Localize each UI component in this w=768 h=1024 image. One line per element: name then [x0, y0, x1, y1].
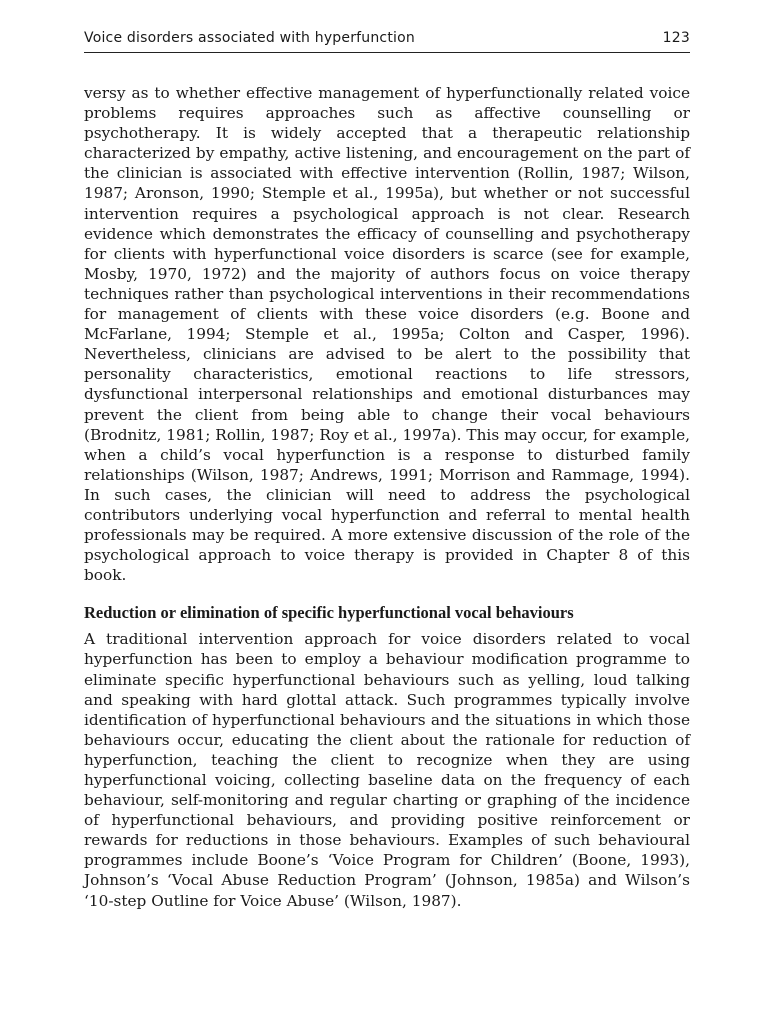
running-title: Voice disorders associated with hyperfunction — [84, 30, 415, 46]
paragraph-continued: versy as to whether effective management of hyperfunctionally related voice problems requires approaches such as affective counselling or psychotherapy. It is widely accepted that a therapeutic relationship characterized by empathy, active listening, and encouragement on the part of the clinician is associated with effective intervention (Rollin, 1987; Wilson, 1987; Aronson, 1990; Stemple et al., 1995a), but whether or not successful intervention requires a psychological approach is not clear. Research evidence which demonstrates the efficacy of counselling and psychotherapy for clients with hyperfunctional voice disorders is scarce (see for example, Mosby, 1970, 1972) and the majority of authors focus on voice therapy techniques rather than psychological interventions in their recommendations for management of clients with these voice disorders (e.g. Boone and McFarlane, 1994; Stemple et al., 1995a; Colton and Casper, 1996). Nevertheless, clinicians are advised to be alert to the possibility that personality characteristics, emotional reactions to life stressors, dysfunctional interpersonal relationships and emotional disturbances may prevent the client from being able to change their vocal behaviours (Brodnitz, 1981; Rollin, 1987; Roy et al., 1997a). This may occur, for example, when a child’s vocal hyperfunction is a response to disturbed family relationships (Wilson, 1987; Andrews, 1991; Morrison and Rammage, 1994). In such cases, the clinician will need to address the psychological contributors underlying vocal hyperfunction and referral to mental health professionals may be required. A more extensive discussion of the role of the psychological approach to voice therapy is provided in Chapter 8 of this book. — [84, 84, 690, 585]
section-heading: Reduction or elimination of specific hyperfunctional vocal behaviours — [84, 603, 574, 623]
page-number: 123 — [662, 30, 690, 46]
book-page — [84, 30, 690, 911]
body-text — [84, 83, 690, 911]
running-header — [84, 30, 690, 53]
paragraph-behaviour-modification: A traditional intervention approach for voice disorders related to vocal hyperfunction has been to employ a behaviour modification programme to eliminate specific hyperfunctional behaviours such as yelling, loud talking and speaking with hard glottal attack. Such programmes typically involve identification of hyperfunctional behaviours and the situations in which those behaviours occur, educating the client about the rationale for reduction of hyperfunction, teaching the client to recognize when they are using hyperfunctional voicing, collecting baseline data on the frequency of each behaviour, self-monitoring and regular charting or graphing of the incidence of hyperfunctional behaviours, and providing positive reinforcement or rewards for reductions in those behaviours. Examples of such behavioural programmes include Boone’s ‘Voice Program for Children’ (Boone, 1993), Johnson’s ‘Vocal Abuse Reduction Program’ (Johnson, 1985a) and Wilson’s ‘10-step Outline for Voice Abuse’ (Wilson, 1987). — [84, 630, 690, 910]
